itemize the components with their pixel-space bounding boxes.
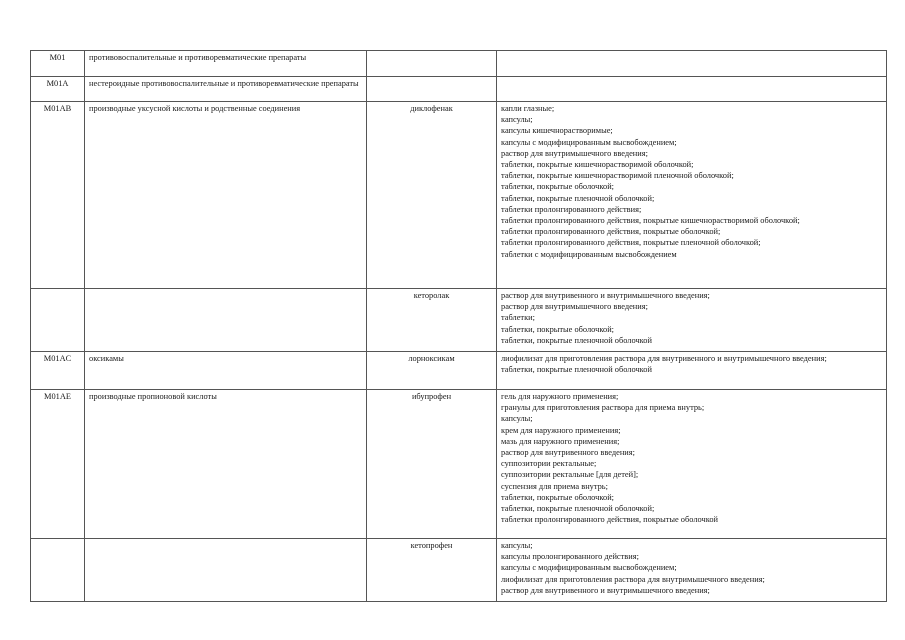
group-name-cell: производные пропионовой кислоты — [85, 390, 367, 539]
dosage-form-item: крем для наружного применения; — [501, 425, 621, 435]
drug-name-cell: лорноксикам — [367, 352, 497, 390]
dosage-form-item: лиофилизат для приготовления раствора для внутривенного и внутримышечного введения; — [501, 354, 827, 363]
atc-code-cell — [31, 289, 85, 352]
dosage-form-item: капсулы с модифицированным высвобождением; — [501, 563, 677, 573]
dosage-form-item: таблетки с модифицированным высвобождением — [501, 249, 677, 259]
dosage-form-item: таблетки пролонгированного действия; — [501, 204, 642, 214]
dosage-form-item: гель для наружного применения; — [501, 392, 619, 401]
dosage-forms-cell — [497, 77, 887, 102]
drug-name-cell: диклофенак — [367, 102, 497, 289]
dosage-form-item: таблетки пролонгированного действия, покрытые пленочной оболочкой; — [501, 238, 761, 248]
dosage-forms-cell — [497, 102, 887, 289]
table-row — [31, 539, 887, 602]
dosage-form-item: таблетки, покрытые кишечнорастворимой оболочкой; — [501, 160, 694, 170]
dosage-form-item: гранулы для приготовления раствора для приема внутрь; — [501, 403, 705, 413]
dosage-form-item: мазь для наружного применения; — [501, 436, 620, 446]
atc-code-cell — [31, 539, 85, 602]
table-row — [31, 51, 887, 77]
dosage-form-item: таблетки, покрытые оболочкой; — [501, 182, 615, 192]
dosage-forms-cell — [497, 539, 887, 602]
group-name-cell: противовоспалительные и противоревматические препараты — [85, 51, 367, 77]
drug-classification-table — [30, 50, 887, 602]
table-row — [31, 77, 887, 102]
drug-name-cell: кетопрофен — [367, 539, 497, 602]
dosage-form-item: лиофилизат для приготовления раствора для внутримышечного введения; — [501, 574, 765, 584]
dosage-form-item: капсулы пролонгированного действия; — [501, 552, 639, 562]
dosage-form-item: капсулы; — [501, 541, 533, 550]
drug-name-cell: кеторолак — [367, 289, 497, 352]
dosage-form-item: таблетки пролонгированного действия, покрытые оболочкой; — [501, 227, 721, 237]
dosage-form-item: таблетки, покрытые оболочкой; — [501, 324, 615, 334]
dosage-form-item: раствор для внутривенного введения; — [501, 448, 635, 458]
dosage-form-item: таблетки, покрытые пленочной оболочкой — [501, 365, 652, 375]
dosage-form-item: суспензия для приема внутрь; — [501, 481, 608, 491]
table-row — [31, 390, 887, 539]
table-body — [31, 51, 887, 602]
dosage-form-item: капсулы кишечнорастворимые; — [501, 126, 613, 136]
atc-code-cell: M01 — [31, 51, 85, 77]
dosage-form-item: таблетки, покрытые пленочной оболочкой; — [501, 193, 655, 203]
dosage-form-item: таблетки; — [501, 313, 535, 323]
atc-code-cell: M01A — [31, 77, 85, 102]
atc-code-cell: M01AE — [31, 390, 85, 539]
dosage-form-item: раствор для внутривенного и внутримышечного введения; — [501, 291, 710, 300]
table-row — [31, 102, 887, 289]
drug-name-cell — [367, 77, 497, 102]
dosage-forms-cell — [497, 352, 887, 390]
dosage-form-item: таблетки, покрытые пленочной оболочкой — [501, 335, 652, 345]
dosage-form-item: раствор для внутримышечного введения; — [501, 148, 648, 158]
dosage-form-item: раствор для внутримышечного введения; — [501, 302, 648, 312]
dosage-forms-cell — [497, 390, 887, 539]
dosage-form-item: капсулы; — [501, 414, 533, 424]
group-name-cell: нестероидные противовоспалительные и противоревматические препараты — [85, 77, 367, 102]
dosage-form-item: капли глазные; — [501, 104, 555, 113]
dosage-forms-cell — [497, 289, 887, 352]
dosage-form-item: таблетки, покрытые пленочной оболочкой; — [501, 504, 655, 514]
table-row — [31, 289, 887, 352]
dosage-form-item: капсулы; — [501, 115, 533, 125]
group-name-cell — [85, 539, 367, 602]
dosage-form-item: таблетки, покрытые оболочкой; — [501, 492, 615, 502]
atc-code-cell: M01AB — [31, 102, 85, 289]
dosage-form-item: раствор для внутривенного и внутримышечного введения; — [501, 585, 710, 595]
group-name-cell: производные уксусной кислоты и родственные соединения — [85, 102, 367, 289]
dosage-form-item: таблетки, покрытые кишечнорастворимой пленочной оболочкой; — [501, 171, 734, 181]
dosage-forms-cell — [497, 51, 887, 77]
group-name-cell — [85, 289, 367, 352]
group-name-cell: оксикамы — [85, 352, 367, 390]
dosage-form-item: капсулы с модифицированным высвобождением; — [501, 137, 677, 147]
dosage-form-item: суппозитории ректальные; — [501, 459, 597, 469]
table-row — [31, 352, 887, 390]
drug-name-cell — [367, 51, 497, 77]
drug-name-cell: ибупрофен — [367, 390, 497, 539]
dosage-form-item: таблетки пролонгированного действия, покрытые оболочкой — [501, 515, 719, 525]
dosage-form-item: таблетки пролонгированного действия, покрытые кишечнорастворимой оболочкой; — [501, 216, 800, 226]
dosage-form-item: суппозитории ректальные [для детей]; — [501, 470, 639, 480]
atc-code-cell: M01AC — [31, 352, 85, 390]
